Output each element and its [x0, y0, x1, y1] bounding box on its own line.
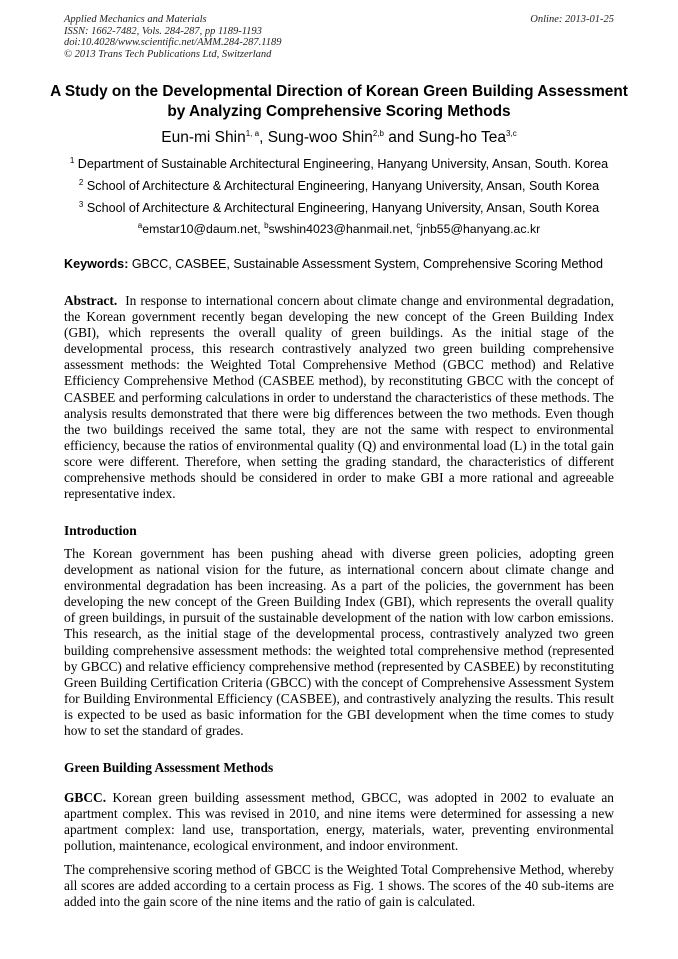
online-date: Online: 2013-01-25 [530, 14, 614, 25]
author-name: Sung-woo Shin [267, 129, 373, 146]
affiliation-number: 2 [78, 177, 84, 187]
author-list [0, 129, 678, 147]
author-affiliation-mark: 2,b [372, 128, 384, 138]
email-mark: a [137, 220, 143, 230]
gbcc-label: GBCC. [64, 790, 107, 805]
author-name: Eun-mi Shin [161, 129, 246, 146]
keywords [64, 257, 603, 271]
doi-line: doi:10.4028/www.scientific.net/AMM.284-287.1189 [64, 37, 282, 48]
introduction-text: The Korean government has been pushing ahead with diverse green policies, adopting green development as national vision for the future, as international concern about climate change and environmental degradation has been increasing. As a part of the policies, the government has been developing the new concept of the Green Building Index (GBI), which represents the overall quality of green buildings, in pursuit of the sustainable development of the nation with low carbon emissions. This research, as the initial stage of the developmental process, contrastively analyzed two green building comprehensive assessment methods: the weighted total comprehensive method (represented by GBCC) and relative efficiency comprehensive method (represented by CASBEE) by reconstituting Green Building Certification Criteria (GBCC) with the concept of Comprehensive Assessment System for Building Environmental Efficiency (CASBEE), and contrastively analyzing the results. This result is expected to be used as basic information for the GBI development when the time comes to study how to set the standard of grades. [64, 546, 614, 739]
email-link[interactable]: jnb55@hanyang.ac.kr [420, 222, 541, 236]
keywords-label: Keywords: [64, 257, 129, 271]
paper-title: A Study on the Developmental Direction of Korean Green Building Assessment by Analyzing Comprehensive Scoring Methods [50, 83, 628, 120]
affiliation-text: School of Architecture & Architectural Engineering, Hanyang University, Ansan, South Korea [86, 179, 600, 193]
email-separator: , [257, 222, 265, 236]
author-separator: , [259, 129, 268, 146]
affiliation [0, 157, 678, 171]
affiliation-text: School of Architecture & Architectural Engineering, Hanyang University, Ansan, South Korea [86, 201, 600, 215]
affiliation-text: Department of Sustainable Architectural Engineering, Hanyang University, Ansan, South. Korea [77, 157, 609, 171]
gbcc-text: Korean green building assessment method, GBCC, was adopted in 2002 to evaluate an apartment complex. This was revised in 2010, and nine items were determined for assessing a new apartment complex: land use, transportation, energy, materials, water, preventing environmental pollution, maintenance, ecological environment, and indoor environment. [64, 790, 614, 854]
issn-line: ISSN: 1662-7482, Vols. 284-287, pp 1189-1193 [64, 25, 262, 37]
affiliation [0, 201, 678, 215]
copyright-line: © 2013 Trans Tech Publications Ltd, Switzerland [64, 48, 272, 60]
author-affiliation-mark: 3,c [506, 128, 517, 138]
email-mark: b [264, 220, 269, 230]
journal-name: Applied Mechanics and Materials [64, 14, 207, 25]
abstract-label: Abstract. [64, 293, 118, 308]
author-separator: and [383, 129, 419, 146]
affiliation [0, 179, 678, 193]
affiliation-number: 1 [69, 155, 75, 165]
affiliation-number: 3 [78, 199, 84, 209]
gbcc-paragraph [64, 790, 614, 854]
section-heading-methods: Green Building Assessment Methods [64, 760, 274, 775]
journal-header [64, 14, 281, 60]
abstract [64, 293, 614, 502]
author-name: Sung-ho Tea [418, 129, 507, 146]
email-link[interactable]: swshin4023@hanmail.net [268, 222, 410, 236]
email-link[interactable]: emstar10@daum.net [142, 222, 258, 236]
author-affiliation-mark: 1, a [245, 128, 260, 138]
section-heading-introduction: Introduction [64, 523, 137, 538]
email-mark: c [416, 220, 421, 230]
author-emails [0, 222, 678, 236]
keywords-text: GBCC, CASBEE, Sustainable Assessment System, Comprehensive Scoring Method [131, 257, 603, 271]
scoring-paragraph: The comprehensive scoring method of GBCC is the Weighted Total Comprehensive Method, whereby all scores are added according to a certain process as Fig. 1 shows. The scores of the 40 sub-items are added into the gain score of the nine items and the ratio of gain is calculated. [64, 862, 614, 910]
email-separator: , [409, 222, 417, 236]
abstract-text: In response to international concern about climate change and environmental degradation, the Korean government recently began developing the new concept of the Green Building Index (GBI), which represents the overall quality of green buildings. As the initial stage of the developmental process, this research contrastively analyzed two green building comprehensive assessment methods: the Weighted Total Comprehensive Method (GBCC method) and Relative Efficiency Comprehensive Method (CASBEE method), by reconstituting GBCC with the concept of CASBEE and performing calculations in order to understand the characteristics of these methods. The analysis results demonstrated that there were big differences between the two methods. Even though the two buildings received the same total, they are not the same with respect to environmental efficiency, because the ratios of environmental quality (Q) and environmental load (L) in the total gain score were different. Therefore, when setting the grading standard, the characteristics of different comprehensive methods should be considered in order to make GBI a more rational and agreeable representative index. [64, 293, 614, 502]
